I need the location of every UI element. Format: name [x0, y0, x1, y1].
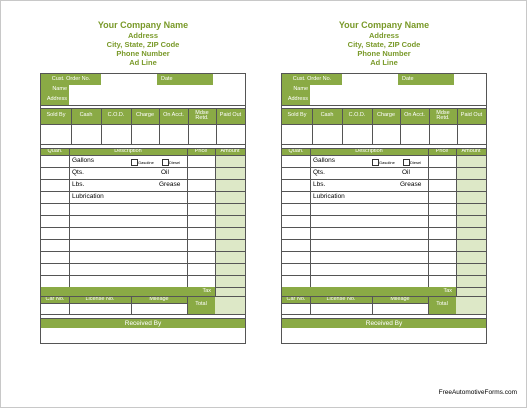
quan-label: Quan.: [47, 148, 63, 154]
company-name: Your Company Name: [338, 20, 430, 30]
paid-out-label: Paid Out: [219, 112, 242, 119]
cust-order-field[interactable]: [101, 74, 157, 85]
gallons-label: Gallons: [72, 157, 95, 164]
footer-website: FreeAutomotiveForms.com: [438, 389, 517, 396]
cust-order-label: Cust. Order No.: [41, 74, 101, 85]
license-no-label: License No.: [326, 296, 356, 302]
diesel-label: Diesel: [410, 160, 422, 165]
charge-label: Charge: [135, 112, 155, 119]
lbs-label: Lbs.: [72, 181, 85, 188]
address-label: Address: [41, 95, 69, 105]
company-phone: Phone Number: [116, 49, 170, 58]
date-label: Date: [398, 74, 454, 85]
price-label: Price: [435, 148, 449, 154]
mileage-label: Mileage: [149, 296, 169, 302]
date-field[interactable]: [213, 74, 245, 85]
gasoline-checkbox[interactable]: [372, 159, 379, 166]
name-field[interactable]: [69, 85, 245, 95]
date-label: Date: [157, 74, 213, 85]
company-address: Address: [127, 31, 158, 40]
invoice-form-right: [281, 20, 487, 344]
invoice-form-left: [40, 20, 246, 344]
description-label: Description: [355, 148, 383, 154]
amount-label: Amount: [461, 148, 481, 154]
cod-label: C.O.D.: [107, 112, 125, 119]
address-field[interactable]: [310, 95, 486, 105]
received-by-section: [40, 319, 246, 344]
oil-label: Oil: [402, 169, 410, 176]
qts-label: Qts.: [72, 169, 84, 176]
quan-label: Quan.: [288, 148, 304, 154]
form-header: [40, 20, 246, 67]
lubrication-label: Lubrication: [72, 193, 104, 200]
qts-label: Qts.: [313, 169, 325, 176]
company-city: City, State, ZIP Code: [106, 40, 180, 49]
received-by-label: Received By: [41, 319, 245, 328]
total-field[interactable]: [456, 296, 486, 314]
received-by-label: Received By: [282, 319, 486, 328]
on-acct-label: On Acct.: [163, 112, 184, 119]
sold-by-label: Sold By: [287, 112, 307, 119]
total-label: Total: [428, 296, 456, 314]
name-field[interactable]: [310, 85, 486, 95]
lbs-label: Lbs.: [313, 181, 326, 188]
charge-label: Charge: [376, 112, 396, 119]
form-grid: [281, 73, 487, 319]
on-acct-label: On Acct.: [404, 112, 425, 119]
cash-label: Cash: [320, 112, 334, 119]
tax-label: Tax: [282, 287, 456, 296]
lubrication-label: Lubrication: [313, 193, 345, 200]
cust-order-field[interactable]: [342, 74, 398, 85]
paid-out-label: Paid Out: [460, 112, 483, 119]
grease-label: Grease: [400, 181, 422, 188]
car-no-label: Car No.: [286, 296, 306, 302]
company-address: Address: [368, 31, 399, 40]
company-phone: Phone Number: [357, 49, 411, 58]
company-name: Your Company Name: [97, 20, 189, 30]
total-label: Total: [187, 296, 215, 314]
sold-by-label: Sold By: [46, 112, 66, 119]
diesel-checkbox[interactable]: [162, 159, 169, 166]
gasoline-checkbox[interactable]: [131, 159, 138, 166]
car-no-label: Car No.: [45, 296, 65, 302]
address-field[interactable]: [69, 95, 245, 105]
gasoline-label: Gasoline: [379, 160, 395, 165]
mileage-label: Mileage: [390, 296, 410, 302]
diesel-checkbox[interactable]: [403, 159, 410, 166]
diesel-label: Diesel: [169, 160, 181, 165]
company-city: City, State, ZIP Code: [347, 40, 421, 49]
cash-label: Cash: [79, 112, 93, 119]
name-label: Name: [282, 85, 310, 95]
received-by-field[interactable]: [41, 328, 245, 343]
description-label: Description: [114, 148, 142, 154]
mdse-retd-label: Mdse Retd.: [195, 109, 209, 121]
cod-label: C.O.D.: [348, 112, 366, 119]
company-adline: Ad Line: [129, 58, 157, 67]
license-no-label: License No.: [85, 296, 115, 302]
received-by-section: [281, 319, 487, 344]
gallons-label: Gallons: [313, 157, 336, 164]
oil-label: Oil: [161, 169, 169, 176]
grease-label: Grease: [159, 181, 181, 188]
price-label: Price: [194, 148, 208, 154]
cust-order-label: Cust. Order No.: [282, 74, 342, 85]
company-adline: Ad Line: [370, 58, 398, 67]
tax-label: Tax: [41, 287, 215, 296]
gasoline-label: Gasoline: [138, 160, 154, 165]
date-field[interactable]: [454, 74, 486, 85]
name-label: Name: [41, 85, 69, 95]
total-field[interactable]: [215, 296, 245, 314]
amount-label: Amount: [220, 148, 240, 154]
form-header: [281, 20, 487, 67]
form-grid: [40, 73, 246, 319]
address-label: Address: [282, 95, 310, 105]
received-by-field[interactable]: [282, 328, 486, 343]
mdse-retd-label: Mdse Retd.: [436, 109, 450, 121]
